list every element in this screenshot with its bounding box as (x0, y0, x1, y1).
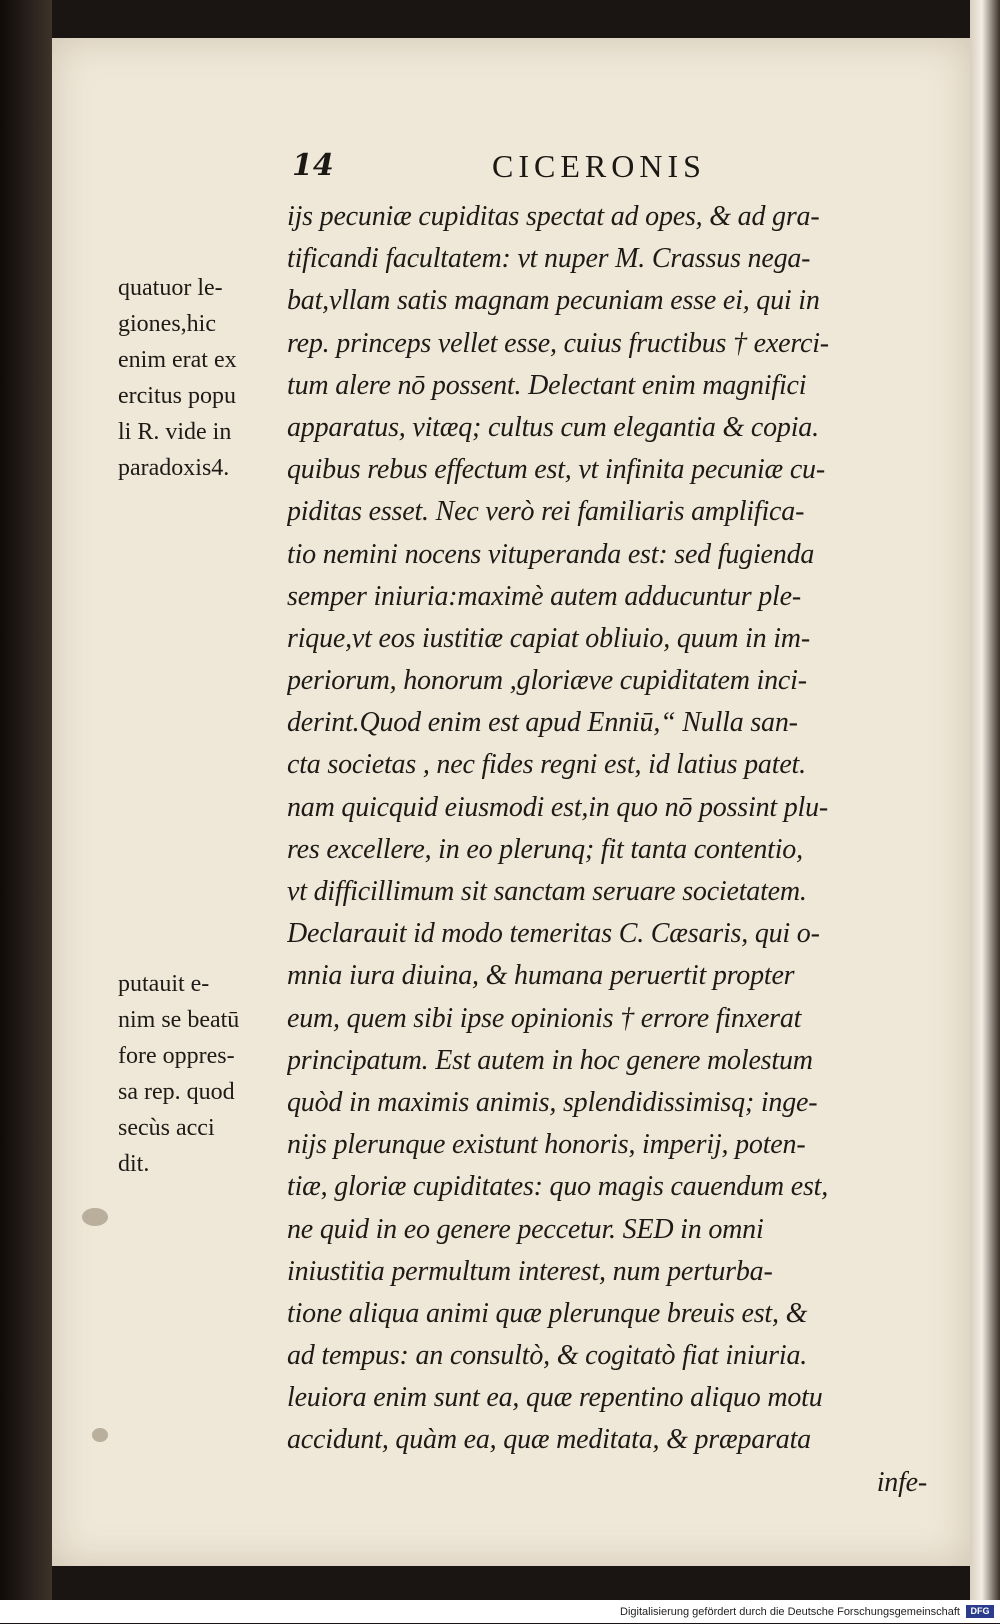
page-edge-right (970, 0, 1000, 1623)
text-line: tio nemini nocens vituperanda est: sed fugienda (287, 538, 815, 570)
text-line: quibus rebus effectum est, vt infinita pecuniæ cu- (287, 454, 825, 486)
page-stain (92, 1428, 108, 1442)
marginal-line: fore oppres- (118, 1043, 235, 1069)
marginal-line: putauit e- (118, 971, 210, 997)
text-line: ne quid in eo genere peccetur. SED in omni (287, 1213, 764, 1245)
marginal-line: nim se beatū (118, 1007, 240, 1033)
text-line: principatum. Est autem in hoc genere molestum (287, 1044, 813, 1076)
text-line: rep. princeps vellet esse, cuius fructibus † exerci- (287, 327, 829, 359)
text-line: eum, quem sibi ipse opinionis † errore finxerat (287, 1002, 802, 1034)
text-line: periorum, honorum ,gloriæve cupiditatem inci- (287, 665, 807, 697)
text-line: quòd in maximis animis, splendidissimisq; inge- (287, 1086, 818, 1118)
text-line: tiæ, gloriæ cupiditates: quo magis cauendum est, (287, 1171, 829, 1203)
main-text (287, 196, 927, 1504)
book-page (52, 38, 970, 1566)
text-line: derint.Quod enim est apud Enniū,“ Nulla san- (287, 707, 798, 739)
funding-note: Digitalisierung gefördert durch die Deutsche Forschungsgemeinschaft (620, 1606, 960, 1618)
running-title: CICERONIS (492, 148, 706, 184)
marginal-line: secùs acci (118, 1115, 215, 1141)
marginal-line: giones,hic (118, 311, 216, 337)
text-line: tione aliqua animi quæ plerunque breuis est, & (287, 1297, 808, 1329)
text-line: accidunt, quàm ea, quæ meditata, & præparata (287, 1424, 811, 1456)
page-stain (82, 1208, 108, 1226)
marginal-note-1 (118, 270, 288, 486)
digitization-footer (0, 1600, 1000, 1623)
text-line: rique,vt eos iustitiæ capiat obliuio, quum in im- (287, 622, 810, 654)
book-gutter-shadow (0, 0, 52, 1623)
dfg-logo: DFG (966, 1605, 994, 1618)
marginal-line: paradoxis4. (118, 455, 230, 481)
text-line: res excellere, in eo plerunq; fit tanta contentio, (287, 833, 803, 865)
text-line: ijs pecuniæ cupiditas spectat ad opes, & ad gra- (287, 201, 820, 232)
text-line: nijs plerunque existunt honoris, imperij, poten- (287, 1129, 806, 1161)
text-line: nam quicquid eiusmodi est,in quo nō possint plu- (287, 791, 829, 823)
marginal-line: quatuor le- (118, 275, 223, 301)
marginal-line: dit. (118, 1151, 150, 1177)
text-line: tificandi facultatem: vt nuper M. Crassus nega- (287, 243, 811, 275)
text-line: leuiora enim sunt ea, quæ repentino aliquo motu (287, 1382, 823, 1414)
text-line: vt difficillimum sit sanctam seruare societatem. (287, 876, 807, 907)
page-number: 14 (292, 148, 334, 183)
marginal-line: sa rep. quod (118, 1079, 235, 1105)
text-line: ad tempus: an consultò, & cogitatò fiat iniuria. (287, 1340, 808, 1372)
text-line: apparatus, vitæq; cultus cum elegantia & copia. (287, 411, 819, 443)
text-line: semper iniuria:maximè autem adducuntur ple- (287, 580, 801, 612)
text-line: iniustitia permultum interest, num perturba- (287, 1255, 773, 1287)
text-line: bat,vllam satis magnam pecuniam esse ei, qui in (287, 285, 820, 317)
marginal-line: ercitus popu (118, 383, 236, 409)
text-line: cta societas , nec fides regni est, id latius patet. (287, 749, 806, 781)
page-header (52, 148, 970, 198)
marginal-note-2 (118, 966, 288, 1182)
marginal-line: enim erat ex (118, 347, 237, 373)
text-line: Declarauit id modo temeritas C. Cæsaris, qui o- (287, 918, 820, 950)
marginal-line: li R. vide in (118, 419, 232, 445)
text-line: piditas esset. Nec verò rei familiaris amplifica- (287, 496, 805, 528)
catchword: infe- (876, 1466, 927, 1498)
text-line: tum alere nō possent. Delectant enim magnifici (287, 369, 807, 401)
text-line: mnia iura diuina, & humana peruertit propter (287, 960, 795, 992)
